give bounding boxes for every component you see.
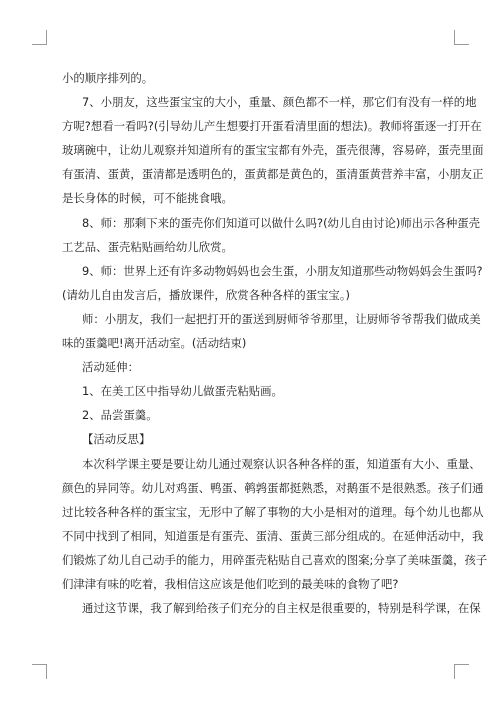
text-line: 【活动反思】 bbox=[82, 432, 151, 447]
text-line: 们津津有味的吃着，我相信这应该是他们吃到的最美味的食物了吧? bbox=[62, 576, 399, 591]
crop-mark-top-right bbox=[454, 30, 469, 45]
text-line: 们锻炼了幼儿自己动手的能力，用碎蛋壳粘贴自己喜欢的图案;分享了美味蛋羹，孩子 bbox=[62, 552, 488, 567]
text-line: 8、师：那剩下来的蛋壳你们知道可以做什么吗?(幼儿自由讨论)师出示各种蛋壳 bbox=[82, 215, 481, 230]
text-line: 师：小朋友，我们一起把打开的蛋送到厨师爷爷那里，让厨师爷爷帮我们做成美 bbox=[82, 311, 481, 326]
text-line: 工艺品、蛋壳粘贴画给幼儿欣赏。 bbox=[62, 239, 233, 254]
text-line: 不同中找到了相同，知道蛋是有蛋壳、蛋清、蛋黄三部分组成的。在延伸活动中，我 bbox=[62, 528, 484, 543]
text-line: 小的顺序排列的。 bbox=[62, 71, 154, 85]
text-line: 活动延伸： bbox=[82, 360, 139, 375]
text-line: 1、在美工区中指导幼儿做蛋壳粘贴画。 bbox=[82, 384, 283, 399]
text-line: 本次科学课主要是要让幼儿通过观察认识各种各样的蛋，知道蛋有大小、重量、 bbox=[82, 456, 481, 471]
text-line: 7、小朋友，这些蛋宝宝的大小，重量、颜色都不一样，那它们有没有一样的地 bbox=[82, 95, 477, 110]
text-line: 玻璃碗中，让幼儿观察并知道所有的蛋宝宝都有外壳，蛋壳很薄，容易碎，蛋壳里面 bbox=[62, 143, 484, 158]
text-line: 方呢?想看一看吗?(引导幼儿产生想要打开蛋看清里面的想法)。教师将蛋逐一打开在 bbox=[62, 119, 482, 134]
text-line: (请幼儿自由发言后，播放课件，欣赏各种各样的蛋宝宝。) bbox=[62, 287, 350, 302]
body-text bbox=[62, 66, 488, 620]
text-line: 通过这节课，我了解到给孩子们充分的自主权是很重要的，特别是科学课，在保 bbox=[82, 601, 481, 616]
text-line: 味的蛋羹吧!离开活动室。(活动结束) bbox=[62, 336, 247, 351]
text-line: 颜色的异同等。幼儿对鸡蛋、鸭蛋、鹌鹑蛋都挺熟悉，对鹅蛋不是很熟悉。孩子们通 bbox=[62, 480, 484, 495]
text-line: 过比较各种各样的蛋宝宝，无形中了解了事物的大小是相对的道理。每个幼儿也都从 bbox=[62, 504, 484, 519]
crop-mark-top-left bbox=[32, 30, 47, 45]
crop-mark-bottom-right bbox=[454, 664, 469, 679]
text-line: 有蛋清、蛋黄，蛋清都是透明色的，蛋黄都是黄色的，蛋清蛋黄营养丰富，小朋友正 bbox=[62, 167, 484, 182]
crop-mark-bottom-left bbox=[32, 664, 47, 679]
text-line: 9、师：世界上还有许多动物妈妈也会生蛋，小朋友知道那些动物妈妈会生蛋吗? bbox=[82, 263, 483, 278]
text-line: 是长身体的时候，可不能挑食哦。 bbox=[62, 191, 233, 206]
text-line: 2、品尝蛋羹。 bbox=[82, 408, 158, 423]
